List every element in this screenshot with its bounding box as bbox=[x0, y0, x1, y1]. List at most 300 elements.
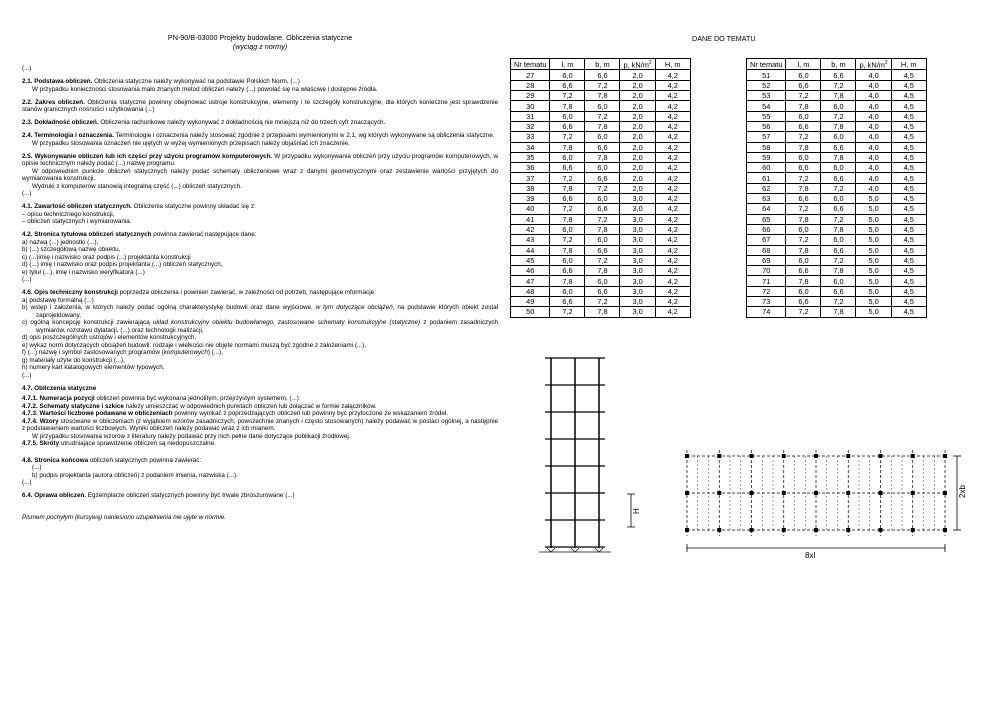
subsection bbox=[22, 410, 498, 418]
table-header-row bbox=[747, 59, 927, 70]
support-line bbox=[575, 548, 579, 552]
table-row bbox=[511, 297, 691, 307]
page-subtitle: (wyciąg z normy) bbox=[232, 41, 288, 51]
table-row bbox=[511, 235, 691, 245]
column-mark bbox=[911, 529, 914, 532]
column-mark bbox=[750, 529, 753, 532]
column-mark bbox=[879, 455, 882, 458]
table-cell: 70 bbox=[747, 266, 786, 276]
column-mark bbox=[911, 492, 914, 495]
table-cell: 4,0 bbox=[856, 183, 891, 193]
table-cell: 6,6 bbox=[585, 245, 620, 255]
section-4-2 bbox=[22, 231, 498, 284]
table-cell: 4,5 bbox=[891, 70, 926, 80]
table-cell: 7,2 bbox=[786, 91, 821, 101]
table-cell: 6,0 bbox=[550, 111, 585, 121]
section-heading: 2.2. Zakres obliczeń. bbox=[22, 98, 85, 106]
list-item: g) materiały użyte do konstrukcji (...), bbox=[22, 356, 125, 364]
table-cell: 6,0 bbox=[821, 101, 856, 111]
table-row bbox=[511, 286, 691, 296]
table-row bbox=[747, 255, 927, 265]
column-mark bbox=[686, 529, 689, 532]
section-text: Terminologie i oznaczenia należy stosować zgodnie z przepisami wymienionymi w 2.1, wg których wykonywane są obliczenia statyczne. bbox=[113, 132, 495, 140]
table-cell: 3,0 bbox=[620, 266, 655, 276]
table-cell: 5,0 bbox=[856, 194, 891, 204]
table-cell: 7,2 bbox=[786, 204, 821, 214]
table-row bbox=[511, 224, 691, 234]
table-cell: 4,5 bbox=[891, 111, 926, 121]
table-cell: 6,0 bbox=[585, 276, 620, 286]
table-cell: 65 bbox=[747, 214, 786, 224]
table-cell: 7,8 bbox=[821, 224, 856, 234]
table-cell: 7,2 bbox=[821, 111, 856, 121]
table-cell: 6,0 bbox=[821, 276, 856, 286]
section-heading: 2.4. Terminologia i oznaczenia. bbox=[22, 132, 114, 140]
table-cell: 27 bbox=[511, 70, 550, 80]
column-mark bbox=[815, 492, 818, 495]
table-cell: 3,0 bbox=[620, 286, 655, 296]
support-line bbox=[571, 548, 575, 552]
table-cell: 6,0 bbox=[585, 101, 620, 111]
table-cell: 2,0 bbox=[620, 142, 655, 152]
table-row bbox=[747, 183, 927, 193]
table-cell: 56 bbox=[747, 121, 786, 131]
table-cell: 60 bbox=[747, 163, 786, 173]
table-cell: 3,0 bbox=[620, 235, 655, 245]
table-row bbox=[511, 183, 691, 193]
table-cell: 7,8 bbox=[786, 142, 821, 152]
table-cell: 44 bbox=[511, 245, 550, 255]
table-row bbox=[511, 121, 691, 131]
table-cell: 4,2 bbox=[655, 245, 690, 255]
table-cell: 2,0 bbox=[620, 132, 655, 142]
table-cell: 4,5 bbox=[891, 91, 926, 101]
list-item: – opisu technicznego konstrukcji, bbox=[22, 210, 115, 218]
table-cell: 69 bbox=[747, 255, 786, 265]
section-heading: 4.6. Opis techniczny konstrukcji bbox=[22, 289, 118, 297]
table-row bbox=[511, 194, 691, 204]
table-cell: 7,8 bbox=[585, 91, 620, 101]
list-item-text: f) (...) nazwę i symbol zastosowanych programów ( bbox=[22, 349, 164, 357]
table-row bbox=[511, 163, 691, 173]
table-row bbox=[747, 80, 927, 90]
table-cell: 7,2 bbox=[550, 132, 585, 142]
table-cell: 4,2 bbox=[655, 163, 690, 173]
table-cell: 6,0 bbox=[821, 163, 856, 173]
table-row bbox=[511, 152, 691, 162]
table-cell: 4,2 bbox=[655, 224, 690, 234]
column-mark bbox=[718, 529, 721, 532]
data-table-1 bbox=[510, 58, 691, 318]
table-cell: 4,5 bbox=[891, 121, 926, 131]
table-cell: 7,2 bbox=[821, 297, 856, 307]
table-cell: 7,8 bbox=[550, 214, 585, 224]
subsection bbox=[22, 418, 498, 433]
table-cell: 71 bbox=[747, 276, 786, 286]
table-row bbox=[747, 235, 927, 245]
column-mark bbox=[686, 455, 689, 458]
col-header-topic: Nr tematu bbox=[747, 59, 786, 70]
subsection bbox=[22, 395, 498, 403]
list-item: c) (...)imię i nazwisko oraz podpis (...) projektanta konstrukcji bbox=[22, 253, 191, 261]
table-cell: 4,2 bbox=[655, 194, 690, 204]
table-cell: 6,6 bbox=[585, 204, 620, 214]
table-row bbox=[747, 91, 927, 101]
table-cell: 2,0 bbox=[620, 121, 655, 131]
section-text: Obliczenia statyczne powinny obejmować ustroje konstrukcyjne, elementy i te szczegóły konstrukcyjne, dla których konieczne jest sprawdzenie stanów granicznych nośności i użytkowania (...) bbox=[22, 98, 498, 114]
section-heading: 2.1. Podstawa obliczeń. bbox=[22, 78, 93, 86]
column-mark bbox=[944, 529, 947, 532]
table-cell: 7,8 bbox=[585, 152, 620, 162]
table-cell: 4,0 bbox=[856, 101, 891, 111]
section-text: W przypadku konieczności stosowania mało znanych metod obliczeń należy (...) powołać się na właściwe i dostępne źródła. bbox=[32, 85, 378, 93]
table-row bbox=[747, 101, 927, 111]
plan-width-label: 2xb bbox=[958, 485, 967, 498]
table-cell: 46 bbox=[511, 266, 550, 276]
page-title: PN-90/B-03000 Projekty budowlane. Obliczenia statyczne bbox=[167, 33, 353, 42]
table-cell: 7,8 bbox=[786, 276, 821, 286]
list-item-text: z podaniem zasadniczych wymiarów, rozstawu dylatacji, (...) oraz technologii realizacji, bbox=[36, 319, 498, 334]
table-cell: 6,0 bbox=[585, 132, 620, 142]
table-cell: 51 bbox=[747, 70, 786, 80]
column-mark bbox=[847, 529, 850, 532]
column-mark bbox=[782, 455, 785, 458]
section-text: W przypadku stosowania oznaczeń nie ujętych w wyżej wymienionych przepisach należy objaśniać ich znaczenie. bbox=[32, 139, 350, 147]
table-cell: 6,6 bbox=[786, 121, 821, 131]
section-text: Wydruki z komputerów stanowią integralną część (...) obliczeń statycznych. bbox=[32, 182, 242, 190]
table-cell: 4,2 bbox=[655, 214, 690, 224]
table-cell: 4,5 bbox=[891, 307, 926, 317]
table-cell: 29 bbox=[511, 91, 550, 101]
list-item: b) podpis projektanta (autora obliczeń) z podaniem imienia, nazwiska (...). bbox=[32, 471, 238, 479]
table-cell: 4,5 bbox=[891, 214, 926, 224]
table-cell: 47 bbox=[511, 276, 550, 286]
table-cell: 7,2 bbox=[786, 307, 821, 317]
height-label: H bbox=[632, 508, 641, 514]
section-text: W przypadku wykonywania obliczeń przy użyciu programów komputerowych, w opisie technicznym należy podać (...) nazwę programu. bbox=[22, 152, 498, 168]
table-row bbox=[511, 132, 691, 142]
table-cell: 7,2 bbox=[585, 214, 620, 224]
footnote: Pismem pochyłym (kursywą) naniesiono uzupełnienia nie ujęte w normie. bbox=[22, 513, 227, 521]
table-cell: 7,8 bbox=[786, 214, 821, 224]
table-cell: 7,2 bbox=[550, 204, 585, 214]
table-row bbox=[747, 286, 927, 296]
section-4-1 bbox=[22, 203, 498, 226]
list-item: – obliczeń statycznych i wymiarowania. bbox=[22, 218, 132, 226]
table-cell: 7,8 bbox=[821, 121, 856, 131]
list-item: h) numery kart katalogowych elementów typowych, bbox=[22, 364, 165, 372]
table-cell: 7,2 bbox=[550, 91, 585, 101]
table-cell: 6,0 bbox=[786, 111, 821, 121]
table-cell: 7,2 bbox=[821, 214, 856, 224]
list-item bbox=[22, 349, 498, 357]
table-row bbox=[747, 111, 927, 121]
section-text: Egzemplarze obliczeń statycznych powinny być trwale zbroszurowane (...) bbox=[86, 492, 295, 500]
table-cell: 6,0 bbox=[550, 255, 585, 265]
list-item bbox=[22, 319, 498, 334]
table-cell: 41 bbox=[511, 214, 550, 224]
subsection-text: należy umieszczać w odpowiednich punktach obliczeń lub dołączać w formie załączników. bbox=[123, 402, 377, 410]
table-cell: 7,2 bbox=[585, 111, 620, 121]
table-row bbox=[511, 266, 691, 276]
column-mark bbox=[911, 455, 914, 458]
table-cell: 3,0 bbox=[620, 224, 655, 234]
list-item-text: c) ogólną koncepcję konstrukcji zawierającą bbox=[22, 319, 153, 327]
table-cell: 49 bbox=[511, 297, 550, 307]
ellipsis: (...) bbox=[32, 464, 42, 472]
table-cell: 7,2 bbox=[786, 173, 821, 183]
table-cell: 4,5 bbox=[891, 142, 926, 152]
subsection-heading: 4.7.5. Skróty bbox=[22, 440, 60, 448]
table-cell: 6,0 bbox=[821, 194, 856, 204]
subsection-heading: 4.7.1. Numeracja pozycji bbox=[22, 395, 95, 403]
table-cell: 52 bbox=[747, 80, 786, 90]
table-cell: 4,2 bbox=[655, 183, 690, 193]
section-4-6 bbox=[22, 289, 498, 379]
ellipsis: (...) bbox=[22, 190, 32, 198]
table-cell: 6,0 bbox=[786, 152, 821, 162]
section-2-1 bbox=[22, 78, 498, 93]
col-header-h: H, m bbox=[655, 59, 690, 70]
table-cell: 7,2 bbox=[821, 183, 856, 193]
table-cell: 7,8 bbox=[786, 183, 821, 193]
section-4-7 bbox=[22, 385, 498, 393]
table-cell: 55 bbox=[747, 111, 786, 121]
table-cell: 68 bbox=[747, 245, 786, 255]
table-cell: 5,0 bbox=[856, 214, 891, 224]
table-cell: 6,0 bbox=[585, 235, 620, 245]
list-item-text: , na podstawie których obiekt został zaprojektowany, bbox=[36, 304, 499, 319]
table-cell: 28 bbox=[511, 80, 550, 90]
column-mark bbox=[686, 492, 689, 495]
section-text: obliczeń statycznych powinna zawierać: bbox=[88, 456, 202, 464]
table-cell: 7,8 bbox=[786, 101, 821, 111]
floor-plan-drawing bbox=[675, 440, 975, 570]
table-cell: 34 bbox=[511, 142, 550, 152]
table-header-row bbox=[511, 59, 691, 70]
column-mark bbox=[750, 455, 753, 458]
table-cell: 4,2 bbox=[655, 286, 690, 296]
table-cell: 6,0 bbox=[821, 132, 856, 142]
list-item-addition: komputerowych bbox=[163, 349, 208, 357]
table-cell: 4,5 bbox=[891, 245, 926, 255]
table-row bbox=[511, 173, 691, 183]
subsection-heading: 4.7.4. Wzory bbox=[22, 417, 59, 425]
table-cell: 7,2 bbox=[585, 80, 620, 90]
table-cell: 2,0 bbox=[620, 111, 655, 121]
table-cell: 4,2 bbox=[655, 121, 690, 131]
section-text: poprzedza obliczenia i powinien zawierać, w zależności od potrzeb, następujące informacje: bbox=[117, 289, 376, 297]
table-cell: 5,0 bbox=[856, 224, 891, 234]
table-cell: 66 bbox=[747, 224, 786, 234]
table-cell: 7,2 bbox=[550, 235, 585, 245]
table-row bbox=[747, 245, 927, 255]
table-cell: 53 bbox=[747, 91, 786, 101]
table-row bbox=[747, 152, 927, 162]
subsection bbox=[22, 440, 498, 448]
table-cell: 3,0 bbox=[620, 245, 655, 255]
support-line bbox=[551, 548, 555, 552]
table-cell: 6,0 bbox=[550, 70, 585, 80]
data-title: DANE DO TEMATU bbox=[692, 34, 756, 43]
list-item: b) (...) szczegółową nazwę obiektu, bbox=[22, 246, 121, 254]
table-cell: 7,8 bbox=[585, 307, 620, 317]
table-cell: 4,2 bbox=[655, 70, 690, 80]
list-item-text: b) wstęp i założenia, w których należy podać ogólną charakterystykę budowli oraz dane wyjściowe, bbox=[22, 304, 316, 312]
table-row bbox=[747, 214, 927, 224]
table-cell: 5,0 bbox=[856, 286, 891, 296]
col-header-l: l, m bbox=[786, 59, 821, 70]
list-item-text: ) (...), bbox=[207, 349, 223, 357]
table-row bbox=[747, 204, 927, 214]
table-cell: 3,0 bbox=[620, 204, 655, 214]
table-cell: 6,0 bbox=[550, 152, 585, 162]
subsection-heading: 4.7.3. Wartości liczbowe podawane w obliczeniach bbox=[22, 410, 173, 418]
frame-elevation-drawing bbox=[535, 352, 655, 572]
table-cell: 61 bbox=[747, 173, 786, 183]
table-cell: 6,6 bbox=[550, 266, 585, 276]
table-cell: 7,2 bbox=[821, 80, 856, 90]
table-cell: 3,0 bbox=[620, 307, 655, 317]
section-text: Obliczenia rachunkowe należy wykonywać z dokładnością nie mniejszą niż do trzech cyfr znaczących. bbox=[98, 119, 386, 127]
col-header-b: b, m bbox=[821, 59, 856, 70]
table-cell: 7,2 bbox=[786, 132, 821, 142]
column-mark bbox=[879, 492, 882, 495]
table-cell: 4,5 bbox=[891, 152, 926, 162]
table-row bbox=[747, 297, 927, 307]
table-cell: 6,6 bbox=[550, 297, 585, 307]
section-2-4 bbox=[22, 132, 498, 147]
table-cell: 59 bbox=[747, 152, 786, 162]
table-cell: 7,8 bbox=[550, 276, 585, 286]
table-cell: 6,6 bbox=[786, 80, 821, 90]
column-mark bbox=[815, 455, 818, 458]
table-cell: 4,2 bbox=[655, 266, 690, 276]
table-cell: 30 bbox=[511, 101, 550, 111]
table-cell: 67 bbox=[747, 235, 786, 245]
table-row bbox=[511, 307, 691, 317]
column-mark bbox=[718, 455, 721, 458]
table-row bbox=[511, 142, 691, 152]
table-cell: 4,2 bbox=[655, 111, 690, 121]
table-row bbox=[747, 142, 927, 152]
table-cell: 33 bbox=[511, 132, 550, 142]
table-cell: 4,5 bbox=[891, 297, 926, 307]
table-cell: 62 bbox=[747, 183, 786, 193]
table-cell: 7,8 bbox=[786, 245, 821, 255]
table-cell: 7,2 bbox=[550, 173, 585, 183]
subsection-text: powinny wynikać z poprzedzających obliczeń lub powinny być przytoczone ze wskazaniem źródeł. bbox=[172, 410, 449, 418]
column-mark bbox=[879, 529, 882, 532]
list-item: a) nazwą (...) jednostki (...), bbox=[22, 238, 99, 246]
table-cell: 7,8 bbox=[821, 91, 856, 101]
table-cell: 74 bbox=[747, 307, 786, 317]
column-mark bbox=[782, 529, 785, 532]
table-cell: 6,6 bbox=[585, 173, 620, 183]
table-cell: 2,0 bbox=[620, 173, 655, 183]
table-cell: 4,0 bbox=[856, 70, 891, 80]
table-cell: 6,6 bbox=[821, 286, 856, 296]
col-header-p bbox=[620, 59, 655, 70]
table-cell: 4,0 bbox=[856, 132, 891, 142]
section-text: Obliczenia statyczne powinny składać się z: bbox=[131, 203, 256, 211]
table-cell: 7,8 bbox=[550, 101, 585, 111]
table-cell: 5,0 bbox=[856, 266, 891, 276]
table-cell: 4,0 bbox=[856, 173, 891, 183]
col-header-p bbox=[856, 59, 891, 70]
table-cell: 48 bbox=[511, 286, 550, 296]
table-cell: 4,0 bbox=[856, 111, 891, 121]
table-cell: 6,6 bbox=[786, 194, 821, 204]
col-header-topic: Nr tematu bbox=[511, 59, 550, 70]
table-cell: 4,0 bbox=[856, 91, 891, 101]
col-header-p-exponent: 2 bbox=[884, 60, 888, 66]
table-cell: 4,5 bbox=[891, 80, 926, 90]
table-cell: 43 bbox=[511, 235, 550, 245]
table-row bbox=[511, 80, 691, 90]
table-cell: 7,2 bbox=[585, 183, 620, 193]
subsection-text: obliczeń powinna być wykonana jednolitym, przejrzystym systemem, (...) bbox=[94, 395, 299, 403]
table-cell: 4,5 bbox=[891, 194, 926, 204]
table-cell: 3,0 bbox=[620, 276, 655, 286]
table-cell: 4,2 bbox=[655, 204, 690, 214]
table-row bbox=[747, 70, 927, 80]
table-cell: 39 bbox=[511, 194, 550, 204]
section-heading: 4.1. Zawartość obliczeń statycznych. bbox=[22, 203, 132, 211]
table-cell: 6,6 bbox=[550, 80, 585, 90]
table-cell: 4,2 bbox=[655, 80, 690, 90]
table-cell: 6,6 bbox=[821, 204, 856, 214]
column-mark bbox=[944, 492, 947, 495]
table-cell: 4,5 bbox=[891, 266, 926, 276]
table-cell: 37 bbox=[511, 173, 550, 183]
section-6-4 bbox=[22, 492, 498, 500]
table-cell: 6,6 bbox=[821, 173, 856, 183]
table-row bbox=[747, 132, 927, 142]
table-row bbox=[511, 91, 691, 101]
table-cell: 6,6 bbox=[550, 194, 585, 204]
table-cell: 4,5 bbox=[891, 132, 926, 142]
table-cell: 4,0 bbox=[856, 121, 891, 131]
table-cell: 6,6 bbox=[550, 163, 585, 173]
table-row bbox=[747, 276, 927, 286]
column-mark bbox=[718, 492, 721, 495]
table-cell: 5,0 bbox=[856, 307, 891, 317]
table-cell: 6,6 bbox=[786, 163, 821, 173]
table-cell: 6,0 bbox=[786, 70, 821, 80]
table-cell: 4,2 bbox=[655, 152, 690, 162]
table-cell: 2,0 bbox=[620, 91, 655, 101]
table-cell: 7,8 bbox=[585, 224, 620, 234]
table-cell: 3,0 bbox=[620, 214, 655, 224]
subsection bbox=[22, 403, 498, 411]
table-cell: 4,2 bbox=[655, 142, 690, 152]
table-cell: 4,0 bbox=[856, 80, 891, 90]
table-cell: 6,0 bbox=[786, 286, 821, 296]
section-2-3 bbox=[22, 119, 498, 127]
table-cell: 6,6 bbox=[786, 297, 821, 307]
norm-excerpt bbox=[22, 34, 498, 527]
table-cell: 7,2 bbox=[550, 307, 585, 317]
table-cell: 7,8 bbox=[585, 121, 620, 131]
table-cell: 2,0 bbox=[620, 163, 655, 173]
table-cell: 4,2 bbox=[655, 132, 690, 142]
table-cell: 50 bbox=[511, 307, 550, 317]
table-cell: 4,0 bbox=[856, 152, 891, 162]
table-cell: 4,0 bbox=[856, 142, 891, 152]
table-cell: 4,5 bbox=[891, 204, 926, 214]
table-cell: 4,5 bbox=[891, 255, 926, 265]
